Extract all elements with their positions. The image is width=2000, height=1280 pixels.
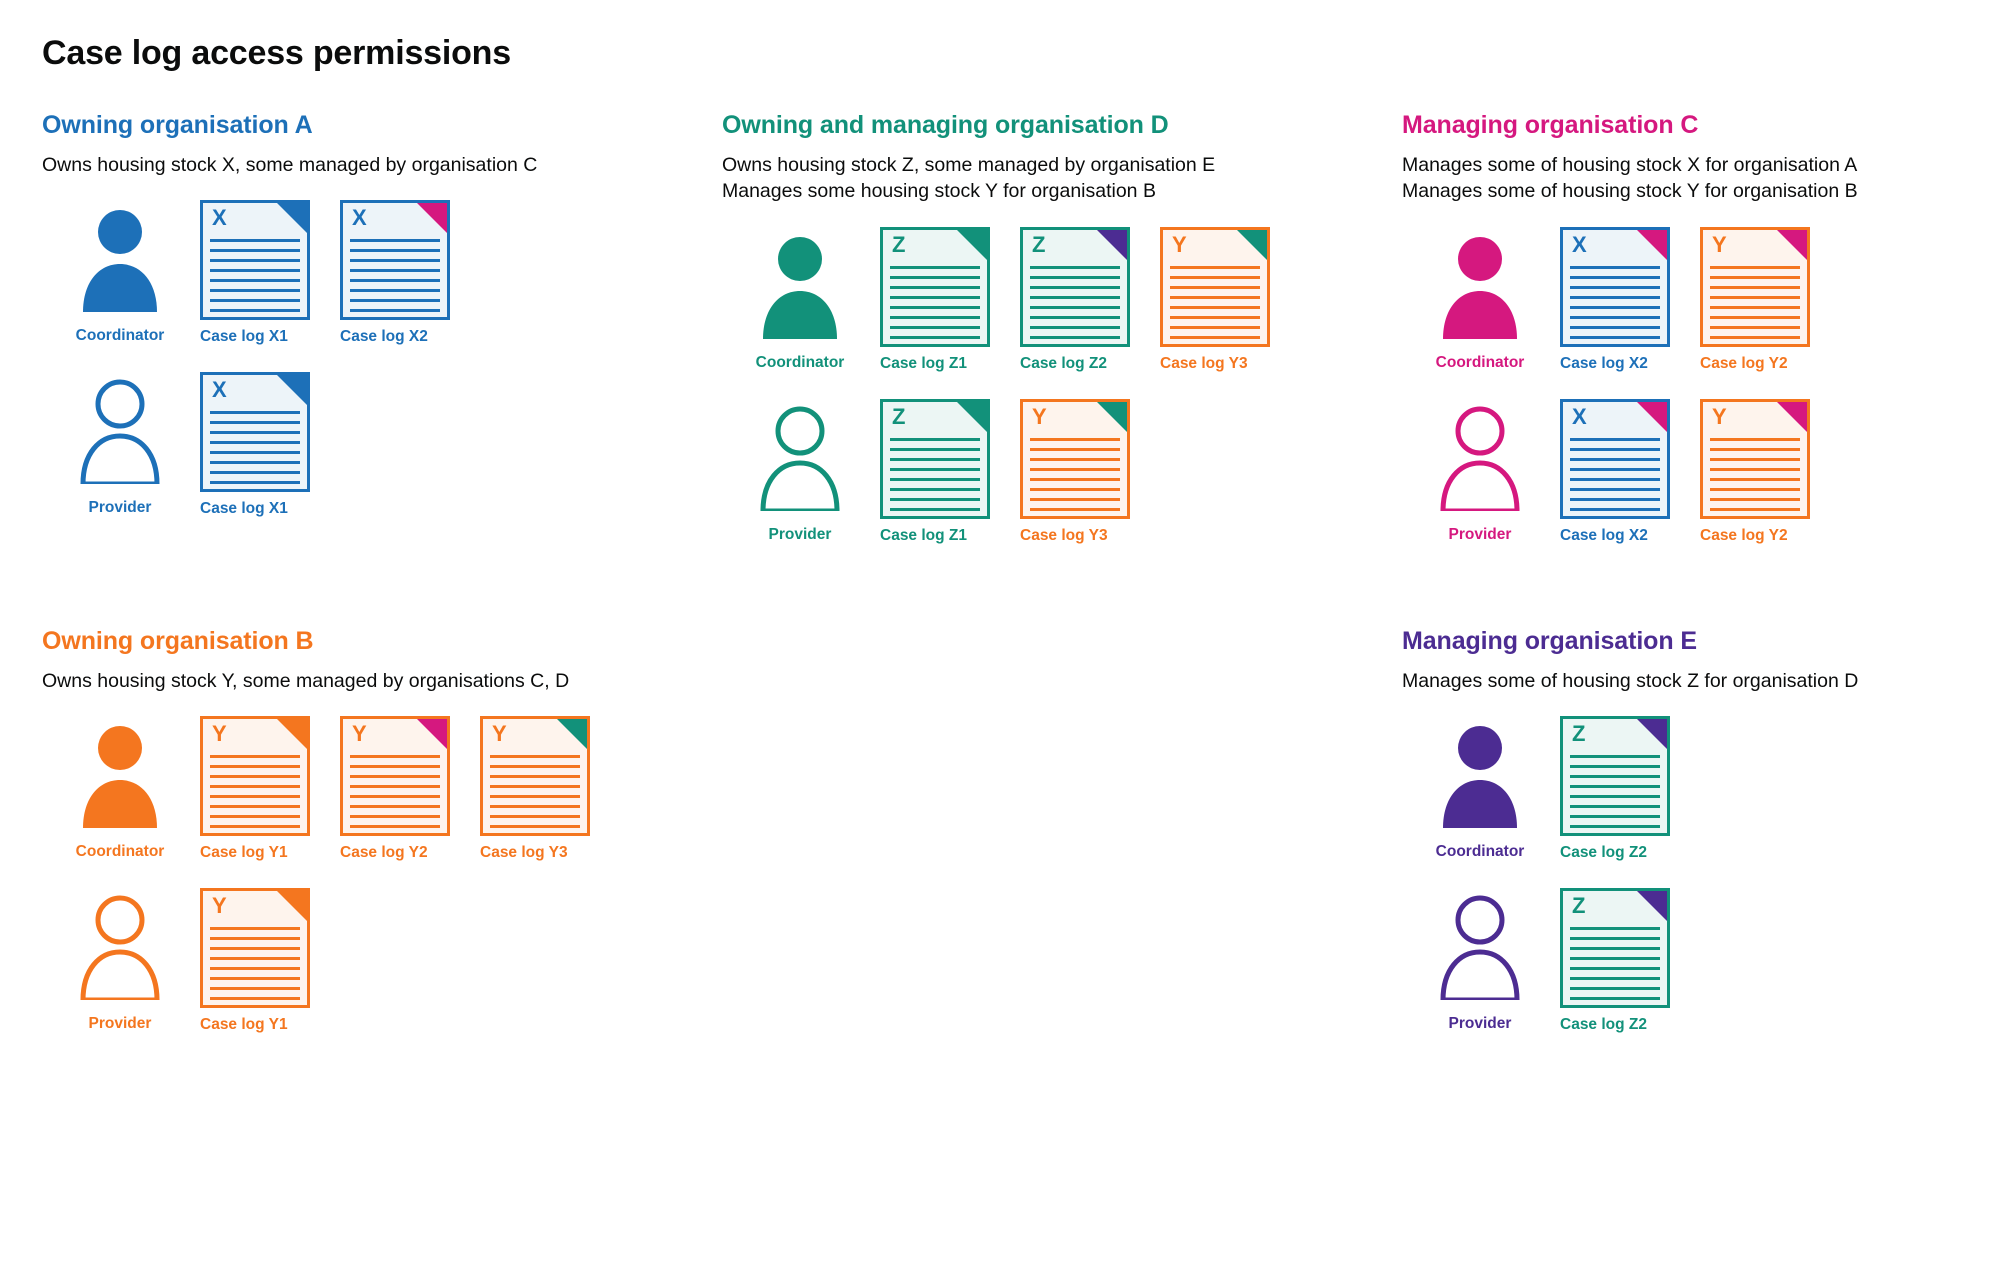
case-log-caption: Case log Z2	[1560, 843, 1647, 861]
document-fold-corner	[1637, 719, 1667, 749]
case-log-caption: Case log Z2	[1020, 354, 1107, 372]
document-fold-corner	[417, 203, 447, 233]
document-text-lines	[890, 438, 980, 511]
document-icon	[1700, 227, 1810, 347]
document-icon	[1560, 888, 1670, 1008]
document-text-lines	[210, 239, 300, 312]
case-log-list	[880, 227, 1282, 373]
person-icon	[77, 378, 163, 489]
panel-description-line: Manages some of housing stock Z for organisation D	[1402, 669, 1859, 692]
case-log-caption: Case log X2	[1560, 526, 1648, 544]
panel-title-org-a: Owning organisation A	[42, 111, 313, 139]
document-letter: Y	[1172, 231, 1187, 257]
document-letter: Z	[1572, 720, 1586, 746]
person-icon	[1437, 722, 1523, 833]
document-icon	[1700, 399, 1810, 519]
case-log-caption: Case log Y2	[340, 843, 428, 861]
role-coordinator	[1400, 716, 1560, 861]
document-icon	[1560, 227, 1670, 347]
case-log-caption: Case log Z2	[1560, 1015, 1647, 1033]
role-provider	[720, 399, 880, 544]
document-text-lines	[210, 411, 300, 484]
panel-title-org-c: Managing organisation C	[1402, 111, 1699, 139]
document-fold-corner	[1637, 402, 1667, 432]
case-log-caption: Case log Y2	[1700, 526, 1788, 544]
document-text-lines	[490, 755, 580, 828]
role-row-coordinator	[720, 227, 1400, 373]
case-log-caption: Case log Y2	[1700, 354, 1788, 372]
case-log-list	[1560, 227, 1822, 373]
page-title: Case log access permissions	[42, 34, 511, 72]
role-label: Coordinator	[75, 327, 165, 345]
document-text-lines	[1570, 438, 1660, 511]
document-fold-corner	[1637, 230, 1667, 260]
person-icon	[757, 405, 843, 516]
panel-description-org-e	[1402, 668, 1960, 694]
role-row-coordinator	[1400, 716, 1960, 862]
case-log-item[interactable]	[1560, 888, 1682, 1034]
document-icon	[340, 716, 450, 836]
document-fold-corner	[277, 891, 307, 921]
case-log-item[interactable]	[1160, 227, 1282, 373]
panel-description-line: Manages some housing stock Y for organisation B	[722, 180, 1156, 203]
panel-title-org-b: Owning organisation B	[42, 626, 314, 655]
case-log-item[interactable]	[1700, 399, 1822, 545]
panel-org-b	[40, 627, 720, 1060]
case-log-item[interactable]	[1020, 399, 1142, 545]
document-text-lines	[1030, 438, 1120, 511]
case-log-item[interactable]	[340, 200, 462, 346]
document-icon	[880, 227, 990, 347]
panel-description-line: Manages some of housing stock Y for organisation B	[1402, 180, 1858, 203]
document-icon	[1160, 227, 1270, 347]
role-row-coordinator	[40, 200, 720, 346]
document-fold-corner	[1097, 230, 1127, 260]
panel-description-org-c	[1402, 152, 1960, 205]
person-icon	[1437, 894, 1523, 1005]
document-icon	[1560, 399, 1670, 519]
document-icon	[200, 716, 310, 836]
document-icon	[200, 372, 310, 492]
case-log-caption: Case log Y3	[1160, 354, 1248, 372]
document-text-lines	[1030, 266, 1120, 339]
case-log-item[interactable]	[1560, 716, 1682, 862]
case-log-item[interactable]	[1020, 227, 1142, 373]
case-log-caption: Case log Y1	[200, 1015, 288, 1033]
document-fold-corner	[1777, 402, 1807, 432]
case-log-caption: Case log Z1	[880, 354, 967, 372]
role-label: Provider	[88, 1014, 152, 1032]
document-icon	[340, 200, 450, 320]
document-fold-corner	[1637, 891, 1667, 921]
document-letter: Y	[492, 720, 507, 746]
person-icon	[757, 233, 843, 344]
role-coordinator	[40, 200, 200, 345]
role-row-provider	[1400, 399, 1960, 545]
role-row-provider	[40, 372, 720, 518]
role-row-provider	[1400, 888, 1960, 1034]
document-letter: Z	[1032, 231, 1046, 257]
panel-title-org-d: Owning and managing organisation D	[722, 111, 1169, 139]
document-letter: Z	[892, 231, 906, 257]
case-log-item[interactable]	[1700, 227, 1822, 373]
document-text-lines	[1570, 755, 1660, 828]
document-letter: X	[212, 377, 227, 403]
case-log-item[interactable]	[340, 716, 462, 862]
panel-description-org-b	[42, 668, 682, 694]
role-row-provider	[720, 399, 1400, 545]
case-log-caption: Case log Z1	[880, 526, 967, 544]
document-icon	[1020, 399, 1130, 519]
role-provider	[40, 372, 200, 517]
panel-description-org-a	[42, 152, 682, 178]
role-row-coordinator	[40, 716, 720, 862]
panel-org-c	[1400, 111, 1960, 571]
document-fold-corner	[277, 375, 307, 405]
case-log-caption: Case log X1	[200, 328, 288, 346]
document-text-lines	[1170, 266, 1260, 339]
case-log-caption: Case log X2	[340, 328, 428, 346]
person-icon	[77, 206, 163, 317]
document-text-lines	[350, 239, 440, 312]
case-log-item[interactable]	[880, 227, 1002, 373]
role-coordinator	[720, 227, 880, 372]
document-letter: Z	[1572, 892, 1586, 918]
document-text-lines	[210, 755, 300, 828]
case-log-item[interactable]	[880, 399, 1002, 545]
document-letter: Y	[1032, 403, 1047, 429]
document-fold-corner	[277, 719, 307, 749]
case-log-list	[1560, 399, 1822, 545]
case-log-item[interactable]	[200, 888, 322, 1034]
panel-description-line: Owns housing stock Z, some managed by organisation E	[722, 154, 1216, 176]
panel-title-org-e: Managing organisation E	[1402, 626, 1697, 655]
person-icon	[1437, 233, 1523, 344]
document-icon	[1020, 227, 1130, 347]
case-log-list	[200, 888, 322, 1034]
role-provider	[40, 888, 200, 1033]
role-label: Coordinator	[755, 353, 845, 371]
document-text-lines	[1710, 438, 1800, 511]
document-letter: Y	[1712, 403, 1727, 429]
document-text-lines	[1570, 266, 1660, 339]
panel-description-org-d	[722, 152, 1362, 205]
role-label: Provider	[88, 499, 152, 517]
panel-description-line: Owns housing stock Y, some managed by organisations C, D	[42, 669, 570, 692]
case-log-list	[200, 716, 602, 862]
document-icon	[200, 200, 310, 320]
role-provider	[1400, 888, 1560, 1033]
document-icon	[480, 716, 590, 836]
role-coordinator	[1400, 227, 1560, 372]
case-log-caption: Case log X2	[1560, 354, 1648, 372]
person-icon	[77, 722, 163, 833]
case-log-list	[200, 200, 462, 346]
document-icon	[1560, 716, 1670, 836]
document-fold-corner	[417, 719, 447, 749]
panel-description-line: Owns housing stock X, some managed by organisation C	[42, 154, 538, 176]
panel-org-d	[720, 111, 1400, 571]
case-log-caption: Case log X1	[200, 500, 288, 518]
document-letter: X	[1572, 231, 1587, 257]
case-log-list	[880, 399, 1142, 545]
role-provider	[1400, 399, 1560, 544]
document-fold-corner	[557, 719, 587, 749]
case-log-list	[1560, 716, 1682, 862]
panels-grid	[40, 111, 1960, 1060]
case-log-item[interactable]	[200, 200, 322, 346]
document-text-lines	[1710, 266, 1800, 339]
role-label: Provider	[768, 525, 832, 543]
panel-org-a	[40, 111, 720, 571]
document-letter: X	[212, 205, 227, 231]
document-fold-corner	[957, 402, 987, 432]
case-log-list	[200, 372, 322, 518]
document-letter: Y	[212, 720, 227, 746]
document-icon	[200, 888, 310, 1008]
document-text-lines	[890, 266, 980, 339]
role-label: Coordinator	[1435, 353, 1525, 371]
document-letter: X	[352, 205, 367, 231]
document-letter: Y	[352, 720, 367, 746]
role-row-coordinator	[1400, 227, 1960, 373]
case-log-item[interactable]	[480, 716, 602, 862]
case-log-caption: Case log Y1	[200, 843, 288, 861]
case-log-list	[1560, 888, 1682, 1034]
role-coordinator	[40, 716, 200, 861]
case-log-caption: Case log Y3	[1020, 526, 1108, 544]
case-log-item[interactable]	[1560, 227, 1682, 373]
person-icon	[1437, 405, 1523, 516]
document-letter: Y	[212, 892, 227, 918]
document-fold-corner	[957, 230, 987, 260]
role-label: Provider	[1448, 1014, 1512, 1032]
document-text-lines	[1570, 927, 1660, 1000]
role-label: Coordinator	[1435, 842, 1525, 860]
document-text-lines	[350, 755, 440, 828]
panel-org-e	[1400, 627, 1960, 1060]
document-fold-corner	[1237, 230, 1267, 260]
person-icon	[77, 894, 163, 1005]
case-log-caption: Case log Y3	[480, 843, 568, 861]
document-text-lines	[210, 927, 300, 1000]
document-fold-corner	[277, 203, 307, 233]
document-fold-corner	[1097, 402, 1127, 432]
document-letter: Y	[1712, 231, 1727, 257]
panel-description-line: Manages some of housing stock X for organisation A	[1402, 154, 1858, 176]
case-log-item[interactable]	[200, 716, 322, 862]
case-log-item[interactable]	[200, 372, 322, 518]
role-label: Coordinator	[75, 842, 165, 860]
role-label: Provider	[1448, 525, 1512, 543]
document-letter: Z	[892, 403, 906, 429]
document-icon	[880, 399, 990, 519]
role-row-provider	[40, 888, 720, 1034]
case-log-item[interactable]	[1560, 399, 1682, 545]
document-letter: X	[1572, 403, 1587, 429]
document-fold-corner	[1777, 230, 1807, 260]
